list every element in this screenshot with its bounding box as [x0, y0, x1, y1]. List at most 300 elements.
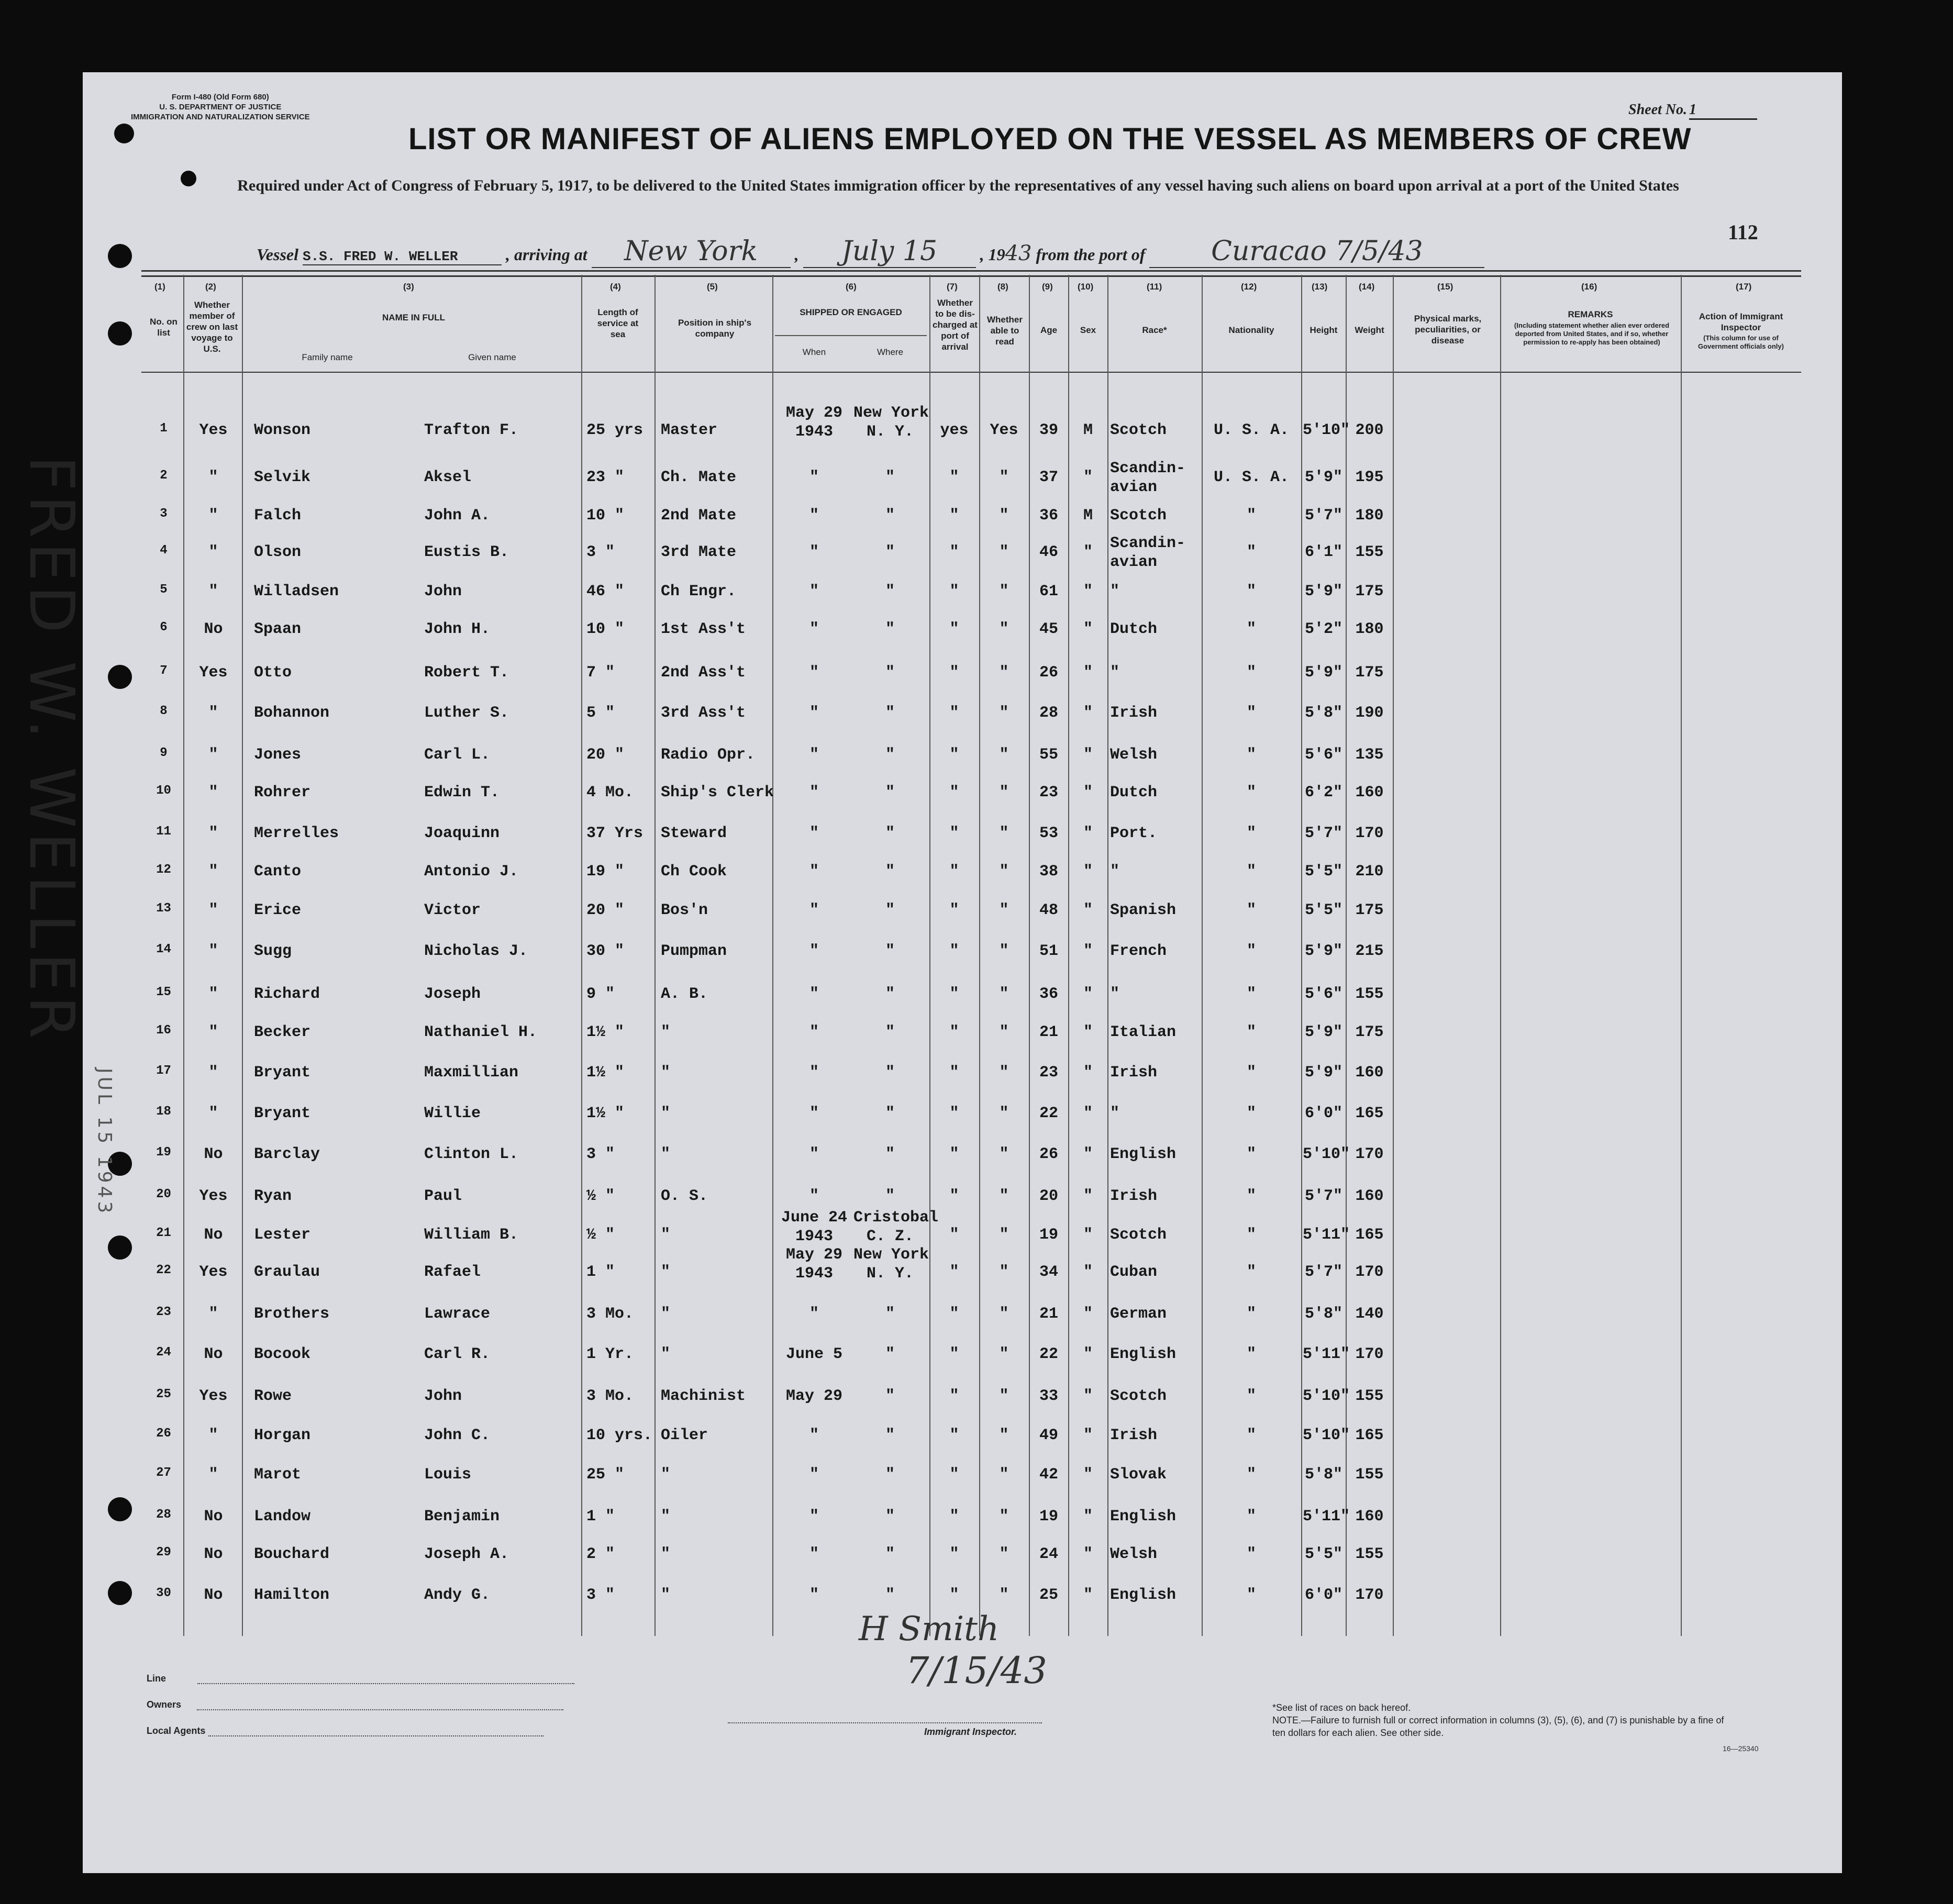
position-cell: Pumpman [661, 942, 727, 960]
column-divider [1107, 275, 1108, 1636]
given-name-cell: John C. [424, 1427, 491, 1444]
nationality-cell: " [1246, 1508, 1256, 1526]
shipped-where-cell [853, 507, 927, 525]
height-cell: 5'11" [1303, 1345, 1350, 1363]
shipped-where-cell-line1: " [885, 784, 895, 801]
shipped-where-cell [853, 620, 927, 638]
family-name-cell: Graulau [254, 1263, 320, 1281]
header-family-name: Family name [302, 352, 353, 362]
weight-cell: 155 [1355, 543, 1384, 561]
position-cell: Oiler [661, 1427, 708, 1444]
shipped-when-cell-line1: " [809, 1545, 819, 1563]
last-voyage-cell: " [208, 746, 218, 764]
shipped-where-cell-line1: " [885, 1427, 895, 1444]
weight-cell: 175 [1355, 664, 1384, 682]
shipped-where-cell-line1: " [885, 985, 895, 1003]
race-cell [1110, 1545, 1199, 1563]
last-voyage-cell: " [208, 1064, 218, 1082]
row-number: 1 [160, 421, 168, 436]
row-number: 15 [156, 985, 171, 999]
shipped-when-cell [775, 1145, 853, 1163]
race-cell-line1: Welsh [1110, 1545, 1158, 1563]
weight-cell: 180 [1355, 507, 1384, 525]
last-voyage-cell: " [208, 507, 218, 525]
position-cell: Steward [661, 825, 727, 842]
service-length-cell: 1½ " [586, 1064, 625, 1082]
able-read-cell: " [999, 1508, 1009, 1526]
height-cell: 6'1" [1304, 543, 1342, 561]
last-voyage-cell: " [208, 583, 218, 600]
weight-cell: 165 [1355, 1105, 1384, 1122]
age-cell: 46 [1039, 543, 1058, 561]
shipped-when-cell [775, 985, 853, 1003]
row-number: 20 [156, 1187, 171, 1201]
last-voyage-cell: Yes [199, 1263, 228, 1281]
shipped-where-cell [853, 901, 927, 919]
position-cell: 3rd Mate [661, 543, 737, 561]
discharged-cell: " [949, 746, 959, 764]
race-cell-line1: Italian [1110, 1023, 1177, 1041]
age-cell: 48 [1039, 901, 1058, 919]
shipped-when-cell [775, 942, 853, 960]
column-number: (6) [846, 282, 857, 292]
race-cell-line2: avian [1110, 553, 1158, 571]
nationality-cell: " [1246, 746, 1256, 764]
shipped-where-cell [853, 942, 927, 960]
able-read-cell: " [999, 1226, 1009, 1244]
column-divider [1202, 275, 1203, 1636]
shipped-when-cell [775, 1105, 853, 1122]
shipped-when-cell [775, 901, 853, 919]
form-code: 16—25340 [1723, 1744, 1759, 1753]
age-cell: 19 [1039, 1226, 1058, 1244]
race-cell-line1: Port. [1110, 825, 1158, 842]
shipped-when-cell [775, 583, 853, 600]
able-read-cell: " [999, 1064, 1009, 1082]
weight-cell: 155 [1355, 985, 1384, 1003]
family-name-cell: Sugg [254, 942, 292, 960]
given-name-cell: John [424, 1387, 462, 1405]
discharged-cell: " [949, 901, 959, 919]
height-cell: 6'2" [1304, 784, 1342, 801]
sheet-label: Sheet No. [1628, 102, 1687, 118]
able-read-cell: " [999, 942, 1009, 960]
age-cell: 20 [1039, 1187, 1058, 1205]
race-cell [1110, 1263, 1199, 1281]
nationality-cell: " [1246, 583, 1256, 600]
race-cell-line1: Irish [1110, 1427, 1158, 1444]
nationality-cell: " [1246, 543, 1256, 561]
sex-cell: " [1083, 1427, 1093, 1444]
sex-cell: " [1083, 543, 1093, 561]
family-name-cell: Merrelles [254, 825, 339, 842]
shipped-when-cell [775, 1305, 853, 1323]
weight-cell: 200 [1355, 421, 1384, 439]
given-name-cell: William B. [424, 1226, 519, 1244]
arriving-label: , arriving at [506, 245, 587, 264]
column-divider [1029, 275, 1030, 1636]
height-cell: 5'9" [1304, 942, 1342, 960]
race-cell [1110, 746, 1199, 764]
height-cell: 5'9" [1304, 1023, 1342, 1041]
shipped-when-cell [775, 1586, 853, 1604]
row-number: 26 [156, 1427, 171, 1441]
family-name-cell: Bohannon [254, 704, 330, 722]
shipped-where-cell [853, 543, 927, 561]
shipped-where-cell [853, 583, 927, 600]
nationality-cell: " [1246, 901, 1256, 919]
shipped-when-cell [775, 1245, 853, 1283]
shipped-when-cell-line2: 1943 [795, 423, 833, 441]
header-rule [141, 275, 1801, 277]
nationality-cell: " [1246, 1105, 1256, 1122]
position-cell: " [661, 1345, 671, 1363]
able-read-cell: " [999, 469, 1009, 486]
position-cell: Radio Opr. [661, 746, 756, 764]
age-cell: 21 [1039, 1023, 1058, 1041]
service-length-cell: 23 " [586, 469, 625, 486]
service-length-cell: ½ " [586, 1226, 615, 1244]
shipped-where-cell [853, 1245, 927, 1283]
shipped-when-cell-line1: " [809, 1586, 819, 1604]
race-cell [1110, 1226, 1199, 1244]
header-discharged: Whether to be dis-charged at port of arrival [933, 298, 978, 352]
column-divider [1500, 275, 1501, 1636]
height-cell: 5'10" [1303, 1387, 1350, 1405]
race-cell [1110, 620, 1199, 638]
nationality-cell: " [1246, 1466, 1256, 1484]
row-number: 7 [160, 664, 168, 678]
race-cell-line1: English [1110, 1508, 1177, 1526]
nationality-cell: " [1246, 1427, 1256, 1444]
fine-note: NOTE.—Failure to furnish full or correct information in columns (3), (5), (6), and (7) is punishable by a fine of ten dollars for each alien. See other side. [1272, 1715, 1724, 1738]
age-cell: 37 [1039, 469, 1058, 486]
service-length-cell: 3 Mo. [586, 1305, 634, 1323]
service-length-cell: 3 " [586, 1145, 615, 1163]
height-cell: 6'0" [1304, 1586, 1342, 1604]
shipped-where-cell [853, 825, 927, 842]
race-cell [1110, 704, 1199, 722]
given-name-cell: John H. [424, 620, 491, 638]
header-length-service: Length of service at sea [597, 307, 639, 339]
column-divider [929, 275, 930, 1636]
shipped-where-cell [853, 1586, 927, 1604]
shipped-divider [775, 335, 927, 336]
sex-cell: " [1083, 942, 1093, 960]
row-number: 30 [156, 1586, 171, 1600]
shipped-when-cell [775, 664, 853, 682]
age-cell: 22 [1039, 1105, 1058, 1122]
inspector-label: Immigrant Inspector. [924, 1727, 1017, 1737]
shipped-where-cell-line1: " [885, 620, 895, 638]
page-title: LIST OR MANIFEST OF ALIENS EMPLOYED ON THE VESSEL AS MEMBERS OF CREW [408, 122, 1692, 156]
shipped-when-cell-line1: " [809, 1023, 819, 1041]
shipped-where-cell-line1: " [885, 1187, 895, 1205]
able-read-cell: " [999, 825, 1009, 842]
discharged-cell: " [949, 1064, 959, 1082]
shipped-when-cell-line1: " [809, 901, 819, 919]
given-name-cell: Edwin T. [424, 784, 500, 801]
shipped-where-cell [853, 1508, 927, 1526]
shipped-where-cell [853, 1064, 927, 1082]
discharged-cell: " [949, 1305, 959, 1323]
service-length-cell: 1 " [586, 1263, 615, 1281]
shipped-where-cell-line1: " [885, 942, 895, 960]
race-cell [1110, 1145, 1199, 1163]
shipped-when-cell-line1: May 29 [785, 1246, 843, 1264]
family-name-cell: Brothers [254, 1305, 330, 1323]
race-cell [1110, 1345, 1199, 1363]
sex-cell: " [1083, 1145, 1093, 1163]
nationality-cell: U. S. A. [1213, 421, 1290, 439]
height-cell: 5'8" [1304, 1466, 1342, 1484]
header-weight: Weight [1355, 325, 1384, 335]
race-cell-line1: English [1110, 1345, 1177, 1363]
row-number: 23 [156, 1305, 171, 1319]
height-cell: 5'9" [1304, 469, 1342, 486]
age-cell: 23 [1039, 1064, 1058, 1082]
signature-date: 7/15/43 [906, 1649, 1047, 1692]
column-divider [1681, 275, 1682, 1636]
header-given-name: Given name [468, 352, 516, 362]
race-cell [1110, 1187, 1199, 1205]
height-cell: 5'2" [1304, 620, 1342, 638]
nationality-cell: " [1246, 784, 1256, 801]
column-divider [772, 275, 773, 1636]
weight-cell: 190 [1355, 704, 1384, 722]
service-length-cell: 4 Mo. [586, 784, 634, 801]
last-voyage-cell: " [208, 1305, 218, 1323]
discharged-cell: " [949, 1105, 959, 1122]
height-cell: 5'6" [1304, 746, 1342, 764]
row-number: 25 [156, 1387, 171, 1401]
owners-field [147, 1699, 563, 1710]
discharged-cell: " [949, 985, 959, 1003]
inspector-signature-line [728, 1722, 1042, 1723]
age-cell: 53 [1039, 825, 1058, 842]
age-cell: 28 [1039, 704, 1058, 722]
row-number: 27 [156, 1466, 171, 1480]
family-name-cell: Selvik [254, 469, 311, 486]
column-number: (3) [403, 282, 414, 292]
height-cell: 5'5" [1304, 863, 1342, 881]
age-cell: 49 [1039, 1427, 1058, 1444]
position-cell: 1st Ass't [661, 620, 746, 638]
last-voyage-cell: No [204, 620, 223, 638]
race-cell-line2: avian [1110, 478, 1158, 496]
position-cell: " [661, 1508, 671, 1526]
row-number: 22 [156, 1263, 171, 1277]
position-cell: 2nd Ass't [661, 664, 746, 682]
service-length-cell: 30 " [586, 942, 625, 960]
age-cell: 24 [1039, 1545, 1058, 1563]
shipped-when-cell-line1: " [809, 784, 819, 801]
race-cell-line1: German [1110, 1305, 1167, 1323]
column-divider [979, 275, 980, 1636]
nationality-cell: " [1246, 1545, 1256, 1563]
shipped-where-cell-line1: " [885, 1305, 895, 1323]
race-cell [1110, 1064, 1199, 1082]
discharged-cell: " [949, 583, 959, 600]
race-cell [1110, 534, 1199, 572]
discharged-cell: " [949, 543, 959, 561]
position-cell: " [661, 1263, 671, 1281]
sex-cell: " [1083, 1064, 1093, 1082]
shipped-where-cell [853, 746, 927, 764]
column-number: (11) [1147, 282, 1162, 292]
punch-hole [108, 1235, 132, 1260]
race-cell [1110, 985, 1199, 1003]
row-number: 13 [156, 901, 171, 916]
sex-cell: " [1083, 985, 1093, 1003]
service-length-cell: 10 yrs. [586, 1427, 653, 1444]
column-divider [1301, 275, 1302, 1636]
last-voyage-cell: " [208, 704, 218, 722]
height-cell: 5'8" [1304, 704, 1342, 722]
shipped-when-cell [775, 543, 853, 561]
header-position: Position in ship's company [678, 318, 752, 339]
sex-cell: " [1083, 825, 1093, 842]
last-voyage-cell: No [204, 1145, 223, 1163]
race-cell-line1: Spanish [1110, 901, 1177, 919]
given-name-cell: Luther S. [424, 704, 509, 722]
position-cell: A. B. [661, 985, 708, 1003]
arrival-year: 43 [1005, 241, 1032, 265]
able-read-cell: " [999, 1345, 1009, 1363]
service-length-cell: ½ " [586, 1187, 615, 1205]
header-shipped: SHIPPED OR ENGAGED [800, 307, 902, 317]
height-cell: 5'5" [1304, 1545, 1342, 1563]
shipped-where-cell-line1: " [885, 469, 895, 486]
able-read-cell: " [999, 1023, 1009, 1041]
shipped-where-cell-line1: " [885, 1586, 895, 1604]
race-cell-line1: " [1110, 863, 1120, 881]
age-cell: 19 [1039, 1508, 1058, 1526]
nationality-cell: " [1246, 1226, 1256, 1244]
family-name-cell: Bouchard [254, 1545, 330, 1563]
last-voyage-cell: " [208, 1023, 218, 1041]
race-cell [1110, 459, 1199, 497]
row-number: 12 [156, 863, 171, 877]
last-voyage-cell: No [204, 1226, 223, 1244]
shipped-where-cell-line1: " [885, 1345, 895, 1363]
family-name-cell: Richard [254, 985, 320, 1003]
last-voyage-cell: Yes [199, 1387, 228, 1405]
shipped-when-cell [775, 863, 853, 881]
punch-hole [108, 1497, 132, 1521]
row-number: 4 [160, 543, 168, 558]
service-length-cell: 9 " [586, 985, 615, 1003]
punch-hole [114, 124, 134, 143]
age-cell: 61 [1039, 583, 1058, 600]
shipped-where-cell [853, 704, 927, 722]
shipped-when-cell [775, 469, 853, 486]
sex-cell: " [1083, 901, 1093, 919]
race-cell-line1: Scotch [1110, 1387, 1167, 1405]
shipped-when-cell [775, 1427, 853, 1444]
shipped-where-cell [853, 1345, 927, 1363]
form-identifier [131, 92, 310, 122]
nationality-cell: " [1246, 1064, 1256, 1082]
shipped-where-cell [853, 1387, 927, 1405]
height-cell: 5'9" [1304, 664, 1342, 682]
able-read-cell: " [999, 1427, 1009, 1444]
age-cell: 21 [1039, 1305, 1058, 1323]
shipped-when-cell [775, 1187, 853, 1205]
header-action: Action of Immigrant Inspector [1699, 311, 1783, 332]
column-number: (13) [1312, 282, 1328, 292]
shipped-where-cell-line1: " [885, 1466, 895, 1484]
shipped-when-cell [775, 1545, 853, 1563]
family-name-cell: Wonson [254, 421, 311, 439]
discharged-cell: " [949, 620, 959, 638]
position-cell: " [661, 1466, 671, 1484]
shipped-where-cell-line1: " [885, 1545, 895, 1563]
header-able-read: Whether able to read [987, 315, 1023, 347]
shipped-when-cell-line1: May 29 [785, 404, 843, 422]
sheet-value: 1 [1689, 102, 1696, 118]
shipped-when-cell-line1: " [809, 704, 819, 722]
discharged-cell: yes [940, 421, 969, 439]
shipped-where-cell-line1: " [885, 1145, 895, 1163]
shipped-where-cell [853, 404, 927, 441]
weight-cell: 170 [1355, 1586, 1384, 1604]
shipped-when-cell-line1: " [809, 543, 819, 561]
position-cell: O. S. [661, 1187, 708, 1205]
column-divider [1068, 275, 1069, 1636]
race-cell [1110, 1023, 1199, 1041]
discharged-cell: " [949, 1023, 959, 1041]
service-length-cell: 7 " [586, 664, 615, 682]
height-cell: 5'7" [1304, 1187, 1342, 1205]
last-voyage-cell: " [208, 1105, 218, 1122]
weight-cell: 170 [1355, 1145, 1384, 1163]
shipped-when-cell [775, 1023, 853, 1041]
row-number: 29 [156, 1545, 171, 1560]
last-voyage-cell: " [208, 985, 218, 1003]
shipped-where-cell [853, 1466, 927, 1484]
column-divider [183, 275, 184, 1636]
shipped-when-cell [775, 1208, 853, 1246]
position-cell: Ch Engr. [661, 583, 737, 600]
header-remarks-note: (Including statement whether alien ever ordered deported from United States, and if so, whether permission to re-apply has been obtained) [1514, 321, 1670, 346]
able-read-cell: " [999, 543, 1009, 561]
header-rule [141, 270, 1801, 272]
given-name-cell: Nathaniel H. [424, 1023, 538, 1041]
vessel-label: Vessel [257, 245, 298, 264]
position-cell: Machinist [661, 1387, 746, 1405]
arrival-date: July 15 [803, 236, 976, 268]
last-voyage-cell: " [208, 863, 218, 881]
header-sex: Sex [1080, 325, 1096, 335]
weight-cell: 140 [1355, 1305, 1384, 1323]
row-number: 9 [160, 746, 168, 760]
family-name-cell: Otto [254, 664, 292, 682]
page-subtitle: Required under Act of Congress of February 5, 1917, to be delivered to the United States immigration officer by the representatives of any vessel having such aliens on board upon arrival at a port of the United States [237, 177, 1679, 194]
discharged-cell: " [949, 1226, 959, 1244]
column-number: (9) [1042, 282, 1053, 292]
sex-cell: " [1083, 1508, 1093, 1526]
able-read-cell: Yes [990, 421, 1018, 439]
shipped-when-cell-line1: " [809, 1508, 819, 1526]
department-name: U. S. DEPARTMENT OF JUSTICE [159, 103, 282, 112]
page-number: 112 [1728, 220, 1758, 244]
discharged-cell: " [949, 1466, 959, 1484]
able-read-cell: " [999, 704, 1009, 722]
column-header-rule [141, 372, 1801, 373]
discharged-cell: " [949, 1263, 959, 1281]
race-cell-line1: Irish [1110, 704, 1158, 722]
